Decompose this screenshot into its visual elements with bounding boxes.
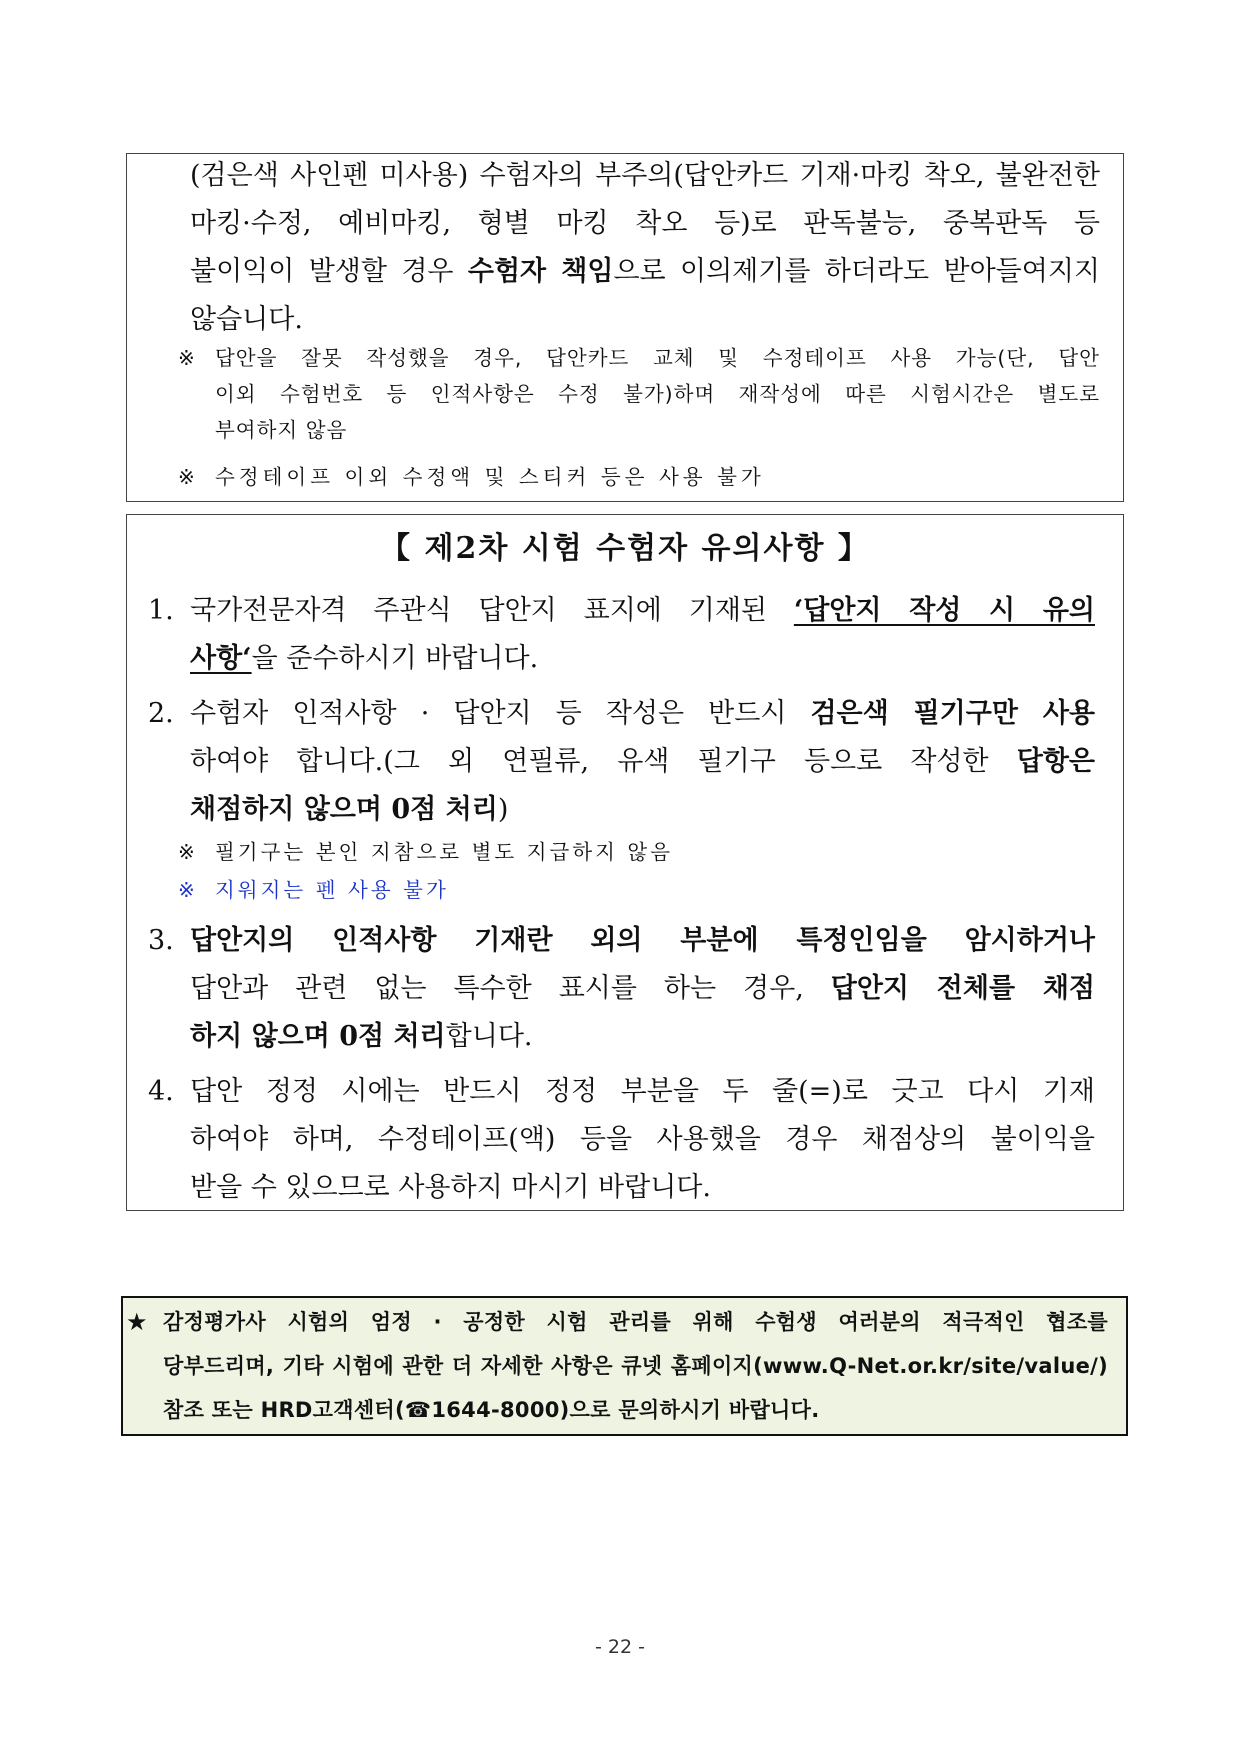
item3-line-3: 하지 않으며 0점 처리합니다. [190, 1021, 533, 1052]
star-icon: ★ [126, 1308, 148, 1336]
item1-line-2: 사항‘을 준수하시기 바랍니다. [190, 643, 539, 674]
item4-line-3: 받을 수 있으므로 사용하지 마시기 바랍니다. [190, 1172, 711, 1203]
note-answer-card-replace-3: 부여하지 않음 [215, 418, 348, 442]
notice-line-4: 않습니다. [190, 304, 303, 335]
reference-mark: ※ [178, 465, 195, 489]
reference-mark-blue: ※ [178, 878, 195, 902]
reference-mark: ※ [178, 346, 195, 370]
page-number: - 22 - [595, 1636, 645, 1658]
info-line-3: 참조 또는 HRD고객센터(☎1644-8000)으로 문의하시기 바랍니다. [163, 1398, 820, 1422]
info-line-1: 감정평가사 시험의 엄정 · 공정한 시험 관리를 위해 수험생 여러분의 적극적인 협조를 [163, 1310, 1108, 1334]
info-line-2: 당부드리며, 기타 시험에 관한 더 자세한 사항은 큐넷 홈페이지(www.Q-Net.or.kr/site/value/) [163, 1354, 1108, 1378]
notice-line-3: 불이익이 발생할 경우 수험자 책임으로 이의제기를 하더라도 받아들여지지 [190, 256, 1100, 287]
item4-line-2: 하여야 하며, 수정테이프(액) 등을 사용했을 경우 채점상의 불이익을 [190, 1124, 1095, 1155]
item-number: 1. [148, 595, 174, 626]
note-erasable-pen: 지워지는 펜 사용 불가 [215, 878, 449, 902]
item3-line-1: 답안지의 인적사항 기재란 외의 부분에 특정인임을 암시하거나 [190, 925, 1095, 956]
item2-line-1: 수험자 인적사항 · 답안지 등 작성은 반드시 검은색 필기구만 사용 [190, 698, 1095, 729]
examinee-responsibility: 수험자 책임 [467, 256, 614, 287]
item-number: 3. [148, 925, 174, 956]
reference-mark: ※ [178, 840, 195, 864]
notice-line-1: (검은색 사인펜 미사용) 수험자의 부주의(답안카드 기재·마킹 착오, 불완전한 [190, 160, 1100, 191]
note-answer-card-replace-2: 이외 수험번호 등 인적사항은 수정 불가)하며 재작성에 따른 시험시간은 별도로 [215, 382, 1100, 406]
item-number: 4. [148, 1076, 174, 1107]
section-title: 【 제2차 시험 수험자 유의사항 】 [380, 531, 870, 566]
item3-line-2: 답안과 관련 없는 특수한 표시를 하는 경우, 답안지 전체를 채점 [190, 973, 1095, 1004]
note-answer-card-replace-1: 답안을 잘못 작성했을 경우, 답안카드 교체 및 수정테이프 사용 가능(단, 답안 [215, 346, 1100, 370]
note-writing-tool: 필기구는 본인 지참으로 별도 지급하지 않음 [215, 840, 674, 864]
item2-line-2: 하여야 합니다.(그 외 연필류, 유색 필기구 등으로 작성한 답항은 [190, 746, 1095, 777]
item1-line-1: 국가전문자격 주관식 답안지 표지에 기재된 ‘답안지 작성 시 유의 [190, 595, 1095, 626]
item4-line-1: 답안 정정 시에는 반드시 정정 부분을 두 줄(=)로 긋고 다시 기재 [190, 1076, 1095, 1107]
item2-line-3: 채점하지 않으며 0점 처리) [190, 794, 509, 825]
note-correction-fluid: 수정테이프 이외 수정액 및 스티커 등은 사용 불가 [215, 465, 765, 489]
notice-line-2: 마킹·수정, 예비마킹, 형별 마킹 착오 등)로 판독불능, 중복판독 등 [190, 208, 1100, 239]
item-number: 2. [148, 698, 174, 729]
